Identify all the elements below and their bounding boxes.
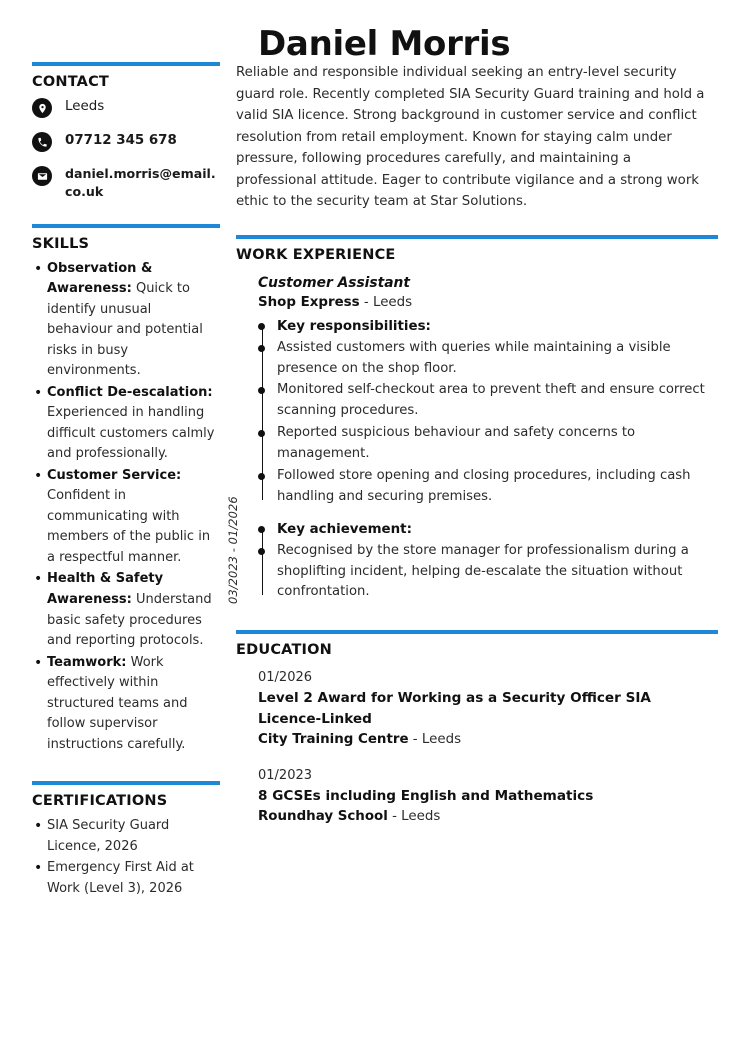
skills-section-title: SKILLS	[32, 235, 90, 252]
skill-item	[32, 466, 220, 569]
work-entry-location: - Leeds	[359, 295, 413, 311]
professional-summary: Reliable and responsible individual seeking an entry-level security guard role. Recently completed SIA Security Guard training and hold a valid SIA licence. Strong background in customer service and conflict resolution from retail employment. Known for staying calm under pressure, following procedures carefully, and maintaining a professional attitude. Eager to contribute vigilance and a strong work ethic to the security team at Star Solutions.	[236, 65, 705, 210]
education-school-name: Roundhay School	[258, 808, 388, 824]
phone-icon	[32, 132, 52, 152]
contact-row-phone	[32, 131, 220, 152]
contact-phone: 07712 345 678	[65, 133, 177, 148]
education-school	[258, 807, 718, 827]
achievement-heading: Key achievement:	[277, 519, 718, 540]
education-degree: Level 2 Award for Working as a Security Officer SIA Licence-Linked	[258, 690, 651, 728]
work-experience-section	[226, 235, 718, 605]
education-entry	[258, 668, 718, 750]
skill-label: Conflict De-escalation:	[47, 384, 213, 400]
skill-text: Work effectively within structured teams and follow supervisor instructions carefully.	[47, 654, 188, 752]
work-entry	[226, 273, 718, 605]
skill-item	[32, 653, 220, 756]
timeline-gap	[258, 509, 718, 519]
work-section-title: WORK EXPERIENCE	[236, 246, 396, 263]
skill-label: Observation & Awareness:	[47, 260, 153, 297]
resume-header	[0, 0, 750, 62]
envelope-icon	[32, 166, 52, 186]
main-column	[226, 62, 750, 827]
achievement-group	[258, 519, 718, 604]
certifications-section-rule	[32, 781, 220, 785]
certifications-section-title: CERTIFICATIONS	[32, 793, 168, 810]
education-school-name: City Training Centre	[258, 731, 409, 747]
skill-item	[32, 259, 220, 382]
contact-section-rule	[32, 62, 220, 66]
contact-list	[32, 97, 220, 202]
education-school	[258, 730, 718, 750]
education-date: 01/2026	[258, 670, 313, 686]
skills-section-rule	[32, 224, 220, 228]
skills-section	[32, 224, 220, 756]
certification-item: • Emergency First Aid at Work (Level 3), 2026	[32, 858, 220, 899]
certifications-list	[32, 816, 220, 899]
responsibilities-heading: Key responsibilities:	[277, 316, 718, 337]
responsibility-item: Monitored self-checkout area to prevent theft and ensure correct scanning procedures.	[277, 380, 718, 422]
education-degree: 8 GCSEs including English and Mathematics	[258, 788, 594, 805]
resume-columns	[0, 62, 750, 900]
education-section	[236, 630, 718, 826]
education-location: - Leeds	[387, 808, 441, 824]
skill-item	[32, 383, 220, 465]
contact-email: daniel.morris@email.co.uk	[65, 166, 216, 200]
work-entry-company	[258, 293, 718, 313]
sidebar	[0, 62, 226, 900]
skill-text: Experienced in handling difficult customers calmly and professionally.	[47, 405, 215, 462]
skill-label: Teamwork:	[47, 654, 127, 670]
work-entries	[226, 273, 718, 605]
education-entry	[258, 766, 718, 827]
skill-text: Understand basic safety procedures and reporting protocols.	[47, 592, 212, 649]
timeline-line	[262, 527, 264, 596]
work-entry-title: Customer Assistant	[258, 274, 410, 291]
contact-city: Leeds	[65, 99, 105, 114]
skill-text: Confident in communicating with members of the public in a respectful manner.	[47, 488, 211, 565]
location-pin-icon	[32, 98, 52, 118]
work-entry-company-name: Shop Express	[258, 295, 360, 311]
work-section-rule	[236, 235, 718, 239]
education-date: 01/2023	[258, 767, 313, 783]
skill-item	[32, 569, 220, 651]
work-entry-dates: 03/2023 - 01/2026	[226, 496, 240, 605]
responsibility-item: Assisted customers with queries while maintaining a visible presence on the shop floor.	[277, 338, 718, 380]
contact-section	[32, 62, 220, 202]
candidate-name: Daniel Morris	[258, 24, 511, 64]
achievement-item: Recognised by the store manager for professionalism during a shoplifting incident, helping de-escalate the situation without confrontation.	[277, 541, 718, 604]
skill-label: Health & Safety Awareness:	[47, 571, 164, 607]
certifications-section	[32, 781, 220, 899]
skill-text: Quick to identify unusual behaviour and potential risks in busy environments.	[47, 281, 203, 379]
skills-list	[32, 259, 220, 756]
work-entry-body	[258, 273, 718, 605]
certification-item: • SIA Security Guard Licence, 2026	[32, 816, 220, 857]
contact-row-email	[32, 165, 220, 202]
education-entries	[236, 668, 718, 826]
skill-label: Customer Service:	[47, 467, 182, 483]
responsibilities-group	[258, 316, 718, 508]
work-entry-dates-column	[226, 273, 258, 605]
education-section-rule	[236, 630, 718, 634]
contact-row-location	[32, 97, 220, 118]
responsibility-item: Reported suspicious behaviour and safety concerns to management.	[277, 423, 718, 465]
responsibility-item: Followed store opening and closing procedures, including cash handling and securing premises.	[277, 466, 718, 508]
education-location: - Leeds	[408, 731, 462, 747]
education-section-title: EDUCATION	[236, 642, 333, 659]
contact-section-title: CONTACT	[32, 74, 110, 90]
